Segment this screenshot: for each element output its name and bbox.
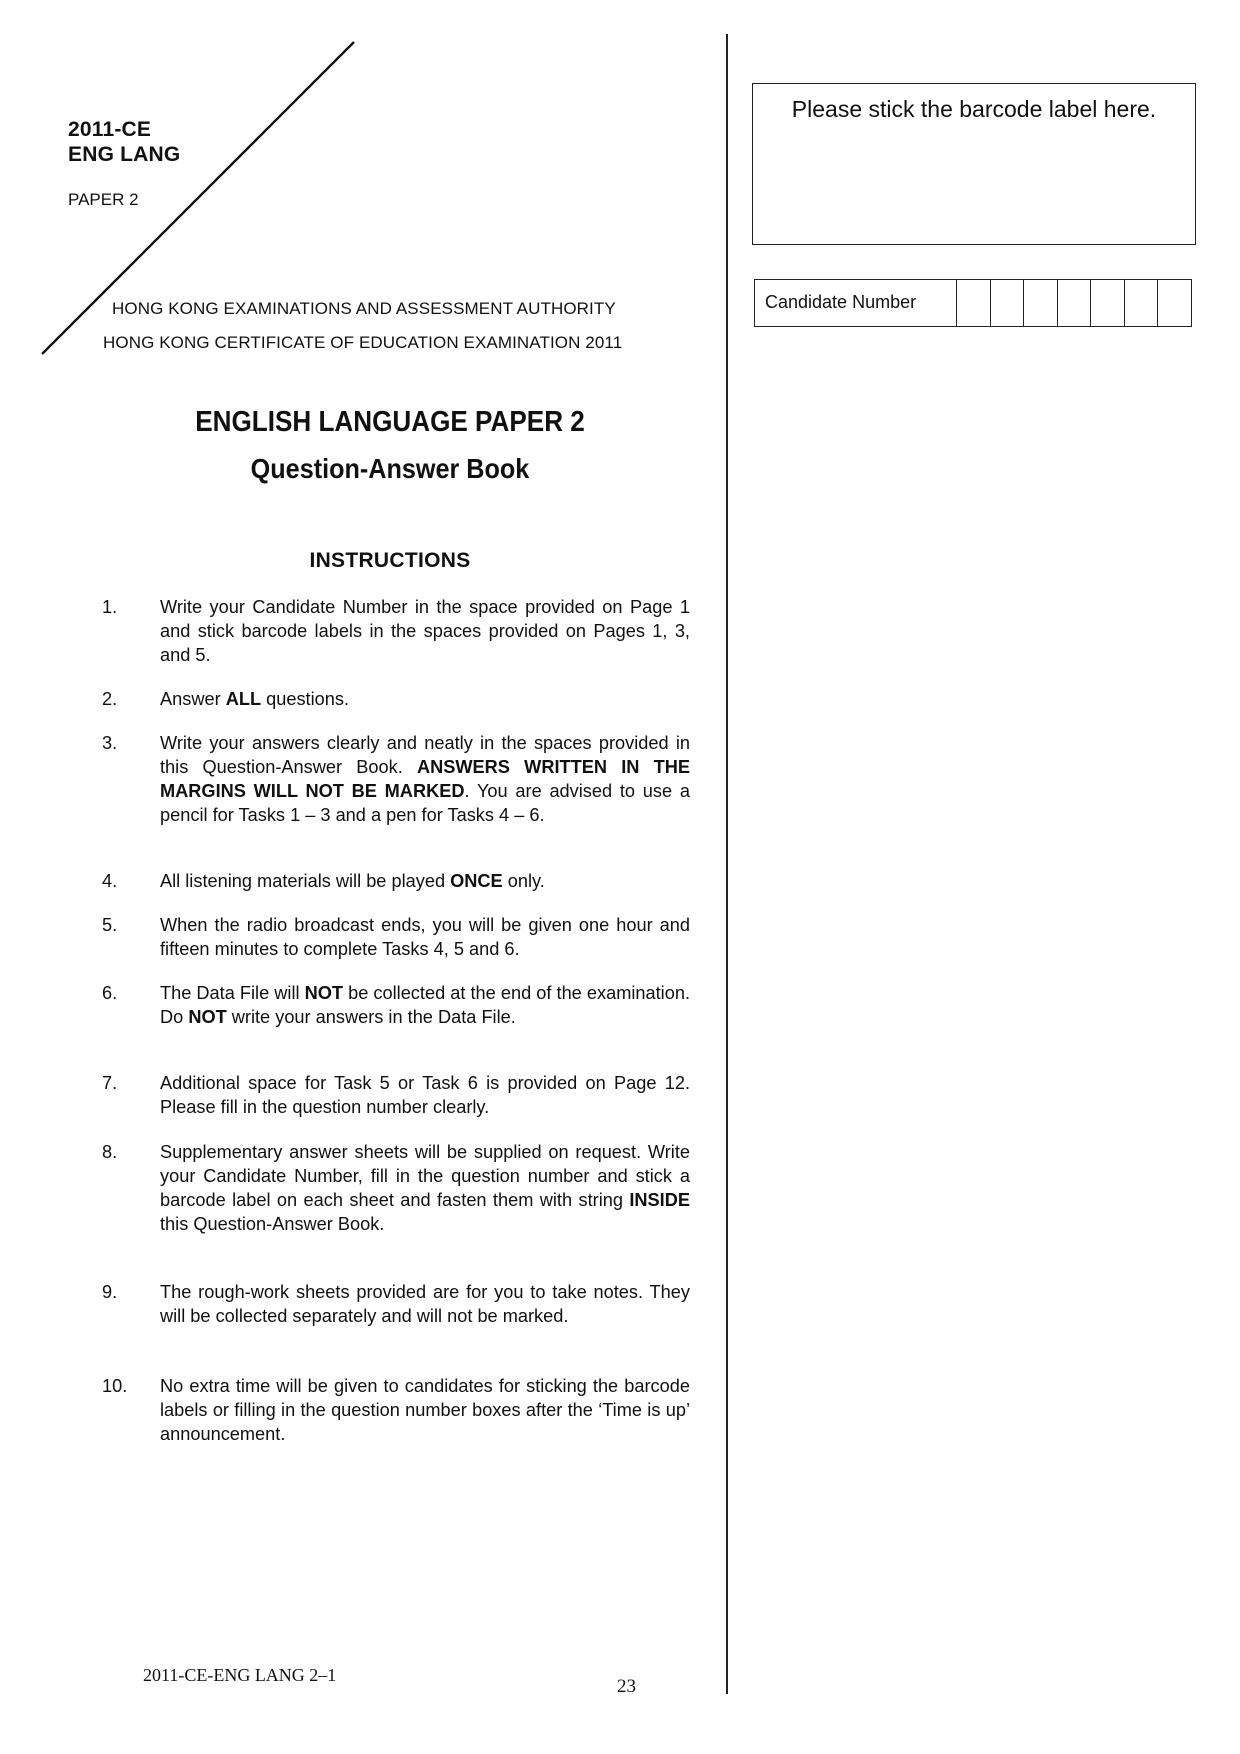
candidate-number-label: Candidate Number xyxy=(755,280,957,326)
candidate-digit-box[interactable] xyxy=(991,280,1025,326)
item-text: Write your Candidate Number in the space provided on Page 1 and stick barcode labels in the spaces provided on Pages 1, 3, and 5. xyxy=(160,597,690,665)
instruction-item xyxy=(90,1374,690,1446)
barcode-label-area xyxy=(752,83,1196,245)
candidate-digit-box[interactable] xyxy=(1091,280,1125,326)
footer-paper-code: 2011-CE-ENG LANG 2–1 xyxy=(143,1665,337,1685)
instruction-item xyxy=(90,869,690,893)
item-text: All listening materials will be played ONCE only. xyxy=(160,871,545,891)
page-number: 23 xyxy=(617,1676,636,1697)
instruction-item xyxy=(90,913,690,961)
item-text: When the radio broadcast ends, you will be given one hour and fifteen minutes to complete Tasks 4, 5 and 6. xyxy=(160,915,690,959)
instruction-item xyxy=(90,687,690,711)
candidate-digit-box[interactable] xyxy=(957,280,991,326)
item-number: 1. xyxy=(102,597,118,617)
candidate-number-field[interactable] xyxy=(754,279,1192,327)
candidate-digit-box[interactable] xyxy=(1125,280,1159,326)
instruction-item xyxy=(90,1140,690,1236)
instructions-heading: INSTRUCTIONS xyxy=(309,549,471,572)
item-number: 8. xyxy=(102,1142,118,1162)
item-number: 5. xyxy=(102,915,118,935)
paper-code-subject: ENG LANG xyxy=(68,143,181,166)
item-text: The Data File will NOT be collected at the end of the examination. Do NOT write your answers in the Data File. xyxy=(160,983,690,1027)
candidate-digit-box[interactable] xyxy=(1158,280,1191,326)
item-number: 9. xyxy=(102,1282,118,1302)
item-text: Supplementary answer sheets will be supplied on request. Write your Candidate Number, fill in the question number and stick a barcode label on each sheet and fasten them with string INSIDE this Question-Answer Book. xyxy=(160,1142,690,1234)
item-text: Write your answers clearly and neatly in the spaces provided in this Question-Answer Book. ANSWERS WRITTEN IN THE MARGINS WILL NOT BE MARKED. You are advised to use a pencil for Tasks 1 – 3 and a pen for Tasks 4 – 6. xyxy=(160,733,690,825)
paper-title: ENGLISH LANGUAGE PAPER 2 xyxy=(195,406,585,438)
item-number: 7. xyxy=(102,1073,118,1093)
paper-code-year: 2011-CE xyxy=(68,118,152,141)
item-number: 4. xyxy=(102,871,118,891)
instruction-item xyxy=(90,981,690,1029)
candidate-digit-box[interactable] xyxy=(1058,280,1092,326)
item-number: 2. xyxy=(102,689,118,709)
item-number: 10. xyxy=(102,1376,128,1396)
barcode-instruction: Please stick the barcode label here. xyxy=(791,96,1157,122)
item-text: Additional space for Task 5 or Task 6 is provided on Page 12. Please fill in the question number clearly. xyxy=(160,1073,690,1117)
item-text: The rough-work sheets provided are for you to take notes. They will be collected separately and will not be marked. xyxy=(160,1282,690,1326)
candidate-digit-box[interactable] xyxy=(1024,280,1058,326)
item-text: No extra time will be given to candidates for sticking the barcode labels or filling in the question number boxes after the ‘Time is up’ announcement. xyxy=(160,1376,690,1444)
book-title: Question-Answer Book xyxy=(250,453,530,484)
item-number: 3. xyxy=(102,733,118,753)
item-text: Answer ALL questions. xyxy=(160,689,350,709)
instruction-item xyxy=(90,595,690,667)
authority-name: HONG KONG EXAMINATIONS AND ASSESSMENT AUTHORITY xyxy=(112,299,616,318)
item-number: 6. xyxy=(102,983,118,1003)
instruction-item xyxy=(90,1280,690,1328)
column-divider xyxy=(726,34,728,1694)
instruction-item xyxy=(90,1071,690,1119)
instruction-item xyxy=(90,731,690,827)
exam-name: HONG KONG CERTIFICATE OF EDUCATION EXAMINATION 2011 xyxy=(103,333,623,352)
paper-code-number: PAPER 2 xyxy=(68,190,139,209)
